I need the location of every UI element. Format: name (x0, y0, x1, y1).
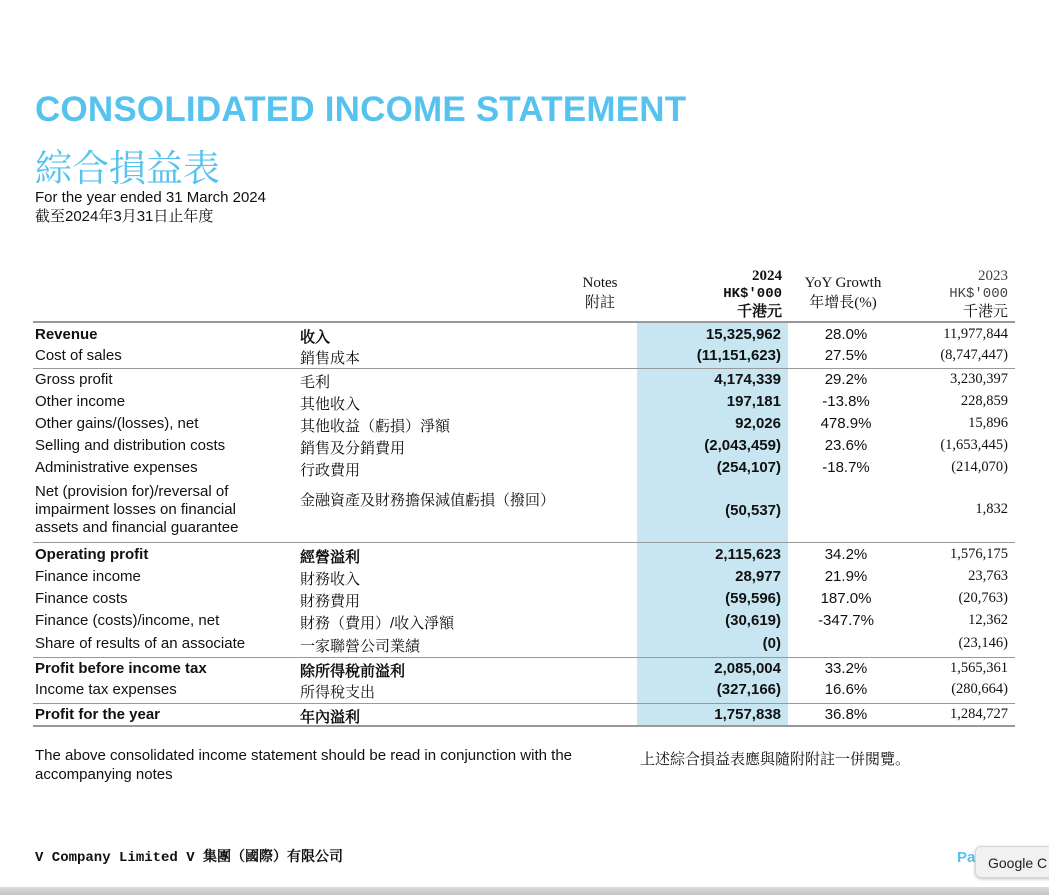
row-value-2023: 1,832 (975, 501, 1008, 517)
row-label-zh: 財務費用 (300, 593, 361, 610)
row-label-en: Other gains/(losses), net (35, 415, 199, 432)
row-value-2024: 1,757,838 (714, 706, 781, 723)
row-value-2023: (20,763) (958, 590, 1008, 606)
row-value-2024: (11,151,623) (696, 347, 781, 364)
page-title: CONSOLIDATED INCOME STATEMENT (35, 90, 687, 129)
row-label-en: Share of results of an associate (35, 635, 246, 652)
row-value-2024: 4,174,339 (714, 371, 781, 388)
notes-header-zh: 附註 (584, 295, 615, 311)
row-label-en: Selling and distribution costs (35, 437, 226, 454)
period-subtitle-en: For the year ended 31 March 2024 (35, 189, 266, 206)
row-label-en: Net (provision for)/reversal of impairment losses on financial assets and financial guarantee (35, 483, 239, 536)
row-label-zh: 除所得稅前溢利 (300, 663, 406, 680)
row-yoy: 36.8% (824, 706, 868, 723)
notes-header (570, 273, 630, 313)
period-subtitle (35, 188, 266, 226)
row-yoy: 28.0% (824, 326, 868, 343)
row-value-2023: (280,664) (951, 681, 1008, 697)
row-label-zh: 其他收益（虧損）淨額 (300, 418, 451, 435)
row-label-en: Profit for the year (35, 706, 161, 723)
row-yoy: 16.6% (824, 681, 868, 698)
row-label-zh: 經營溢利 (300, 549, 361, 566)
divider-after-impairment (33, 542, 1015, 543)
row-value-2024: (254,107) (716, 459, 781, 476)
row-label-en: Gross profit (35, 371, 113, 388)
row-label-en: Finance (costs)/income, net (35, 612, 220, 629)
row-value-2024: (0) (762, 635, 781, 652)
row-value-2024: (30,619) (725, 612, 781, 629)
year-2024-unit-zh: 千港元 (736, 303, 782, 320)
row-yoy: 23.6% (824, 437, 868, 454)
divider-after-cost-of-sales (33, 368, 1015, 369)
row-label-zh: 收入 (300, 329, 331, 346)
page-label: Pa (957, 849, 976, 866)
footer-note-zh: 上述綜合損益表應與隨附附註一併閱覽。 (640, 752, 911, 768)
row-value-2024: 197,181 (726, 393, 781, 410)
row-yoy: 27.5% (824, 347, 868, 364)
row-value-2024: (327,166) (716, 681, 781, 698)
row-yoy: -347.7% (818, 612, 874, 629)
row-label-zh: 一家聯營公司業績 (300, 638, 421, 655)
period-subtitle-zh: 截至2024年3月31日止年度 (35, 208, 214, 225)
yoy-header (792, 273, 894, 313)
year-2024-header (690, 266, 782, 322)
row-label-zh: 行政費用 (300, 462, 361, 479)
row-value-2024: 92,026 (735, 415, 781, 432)
row-label-en: Administrative expenses (35, 459, 198, 476)
row-value-2023: 15,896 (968, 415, 1008, 431)
row-value-2023: 23,763 (968, 568, 1008, 584)
row-yoy: -13.8% (822, 393, 870, 410)
row-label-zh: 其他收入 (300, 396, 361, 413)
row-label-en: Other income (35, 393, 126, 410)
row-yoy: 29.2% (824, 371, 868, 388)
row-label-zh: 金融資產及財務擔保減值虧損（撥回） (300, 492, 556, 509)
table-bottom-rule (33, 725, 1015, 727)
row-yoy: 34.2% (824, 546, 868, 563)
divider-before-profit-for-year (33, 703, 1015, 704)
yoy-header-en: YoY Growth (804, 275, 882, 291)
table-row-impairment (0, 483, 1049, 539)
row-value-2023: 11,977,844 (943, 326, 1008, 342)
row-value-2024: 2,085,004 (714, 660, 781, 677)
company-name: V Company Limited V 集團（國際）有限公司 (35, 850, 344, 866)
yoy-header-zh: 年增長(%) (809, 295, 877, 311)
row-label-zh: 財務收入 (300, 571, 361, 588)
year-2023-unit-zh: 千港元 (962, 303, 1008, 320)
row-label-en: Profit before income tax (35, 660, 207, 677)
row-label-zh: 毛利 (300, 374, 331, 391)
row-value-2023: (214,070) (951, 459, 1008, 475)
row-value-2024: 28,977 (735, 568, 781, 585)
row-label-zh: 所得稅支出 (300, 684, 376, 701)
row-value-2023: (23,146) (958, 635, 1008, 651)
divider-after-operating-section (33, 657, 1015, 658)
google-chrome-popup[interactable]: Google C (975, 846, 1049, 878)
row-value-2023: 12,362 (968, 612, 1008, 628)
row-value-2023: (8,747,447) (940, 347, 1008, 363)
year-2024-unit: HK$'000 (723, 286, 782, 302)
row-value-2023: 1,565,361 (950, 660, 1008, 676)
row-label-zh: 年內溢利 (300, 709, 361, 726)
row-yoy: 21.9% (824, 568, 868, 585)
row-value-2024: (59,596) (725, 590, 781, 607)
row-label-en: Cost of sales (35, 347, 122, 364)
row-yoy: 187.0% (820, 590, 872, 607)
year-2023-label: 2023 (978, 268, 1008, 284)
row-value-2023: (1,653,445) (940, 437, 1008, 453)
row-label-zh: 銷售及分銷費用 (300, 440, 406, 457)
row-label-zh: 財務（費用）/收入淨額 (300, 615, 455, 632)
year-2023-unit: HK$'000 (949, 286, 1008, 302)
page-title-zh: 綜合損益表 (35, 147, 220, 190)
row-label-en: Operating profit (35, 546, 149, 563)
row-value-2023: 228,859 (960, 393, 1008, 409)
row-label-en: Revenue (35, 326, 98, 343)
window-bottom-bar (0, 887, 1049, 895)
row-value-2024: 2,115,623 (715, 546, 781, 563)
row-label-en: Finance income (35, 568, 141, 585)
row-value-2023: 1,284,727 (950, 706, 1008, 722)
row-value-2024: (50,537) (725, 502, 781, 519)
row-yoy: 478.9% (820, 415, 872, 432)
row-value-2024: (2,043,459) (704, 437, 781, 454)
footer-note-en: The above consolidated income statement should be read in conjunction with the accompanying notes (35, 747, 573, 783)
row-label-en: Income tax expenses (35, 681, 177, 698)
year-2023-header (918, 266, 1008, 322)
row-value-2024: 15,325,962 (705, 326, 781, 343)
row-yoy: 33.2% (824, 660, 868, 677)
notes-header-en: Notes (582, 275, 618, 291)
row-value-2023: 3,230,397 (950, 371, 1008, 387)
row-value-2023: 1,576,175 (950, 546, 1008, 562)
year-2024-label: 2024 (752, 268, 782, 284)
row-label-en: Finance costs (35, 590, 128, 607)
table-top-rule (33, 321, 1015, 323)
row-yoy: -18.7% (822, 459, 870, 476)
row-label-zh: 銷售成本 (300, 350, 361, 367)
